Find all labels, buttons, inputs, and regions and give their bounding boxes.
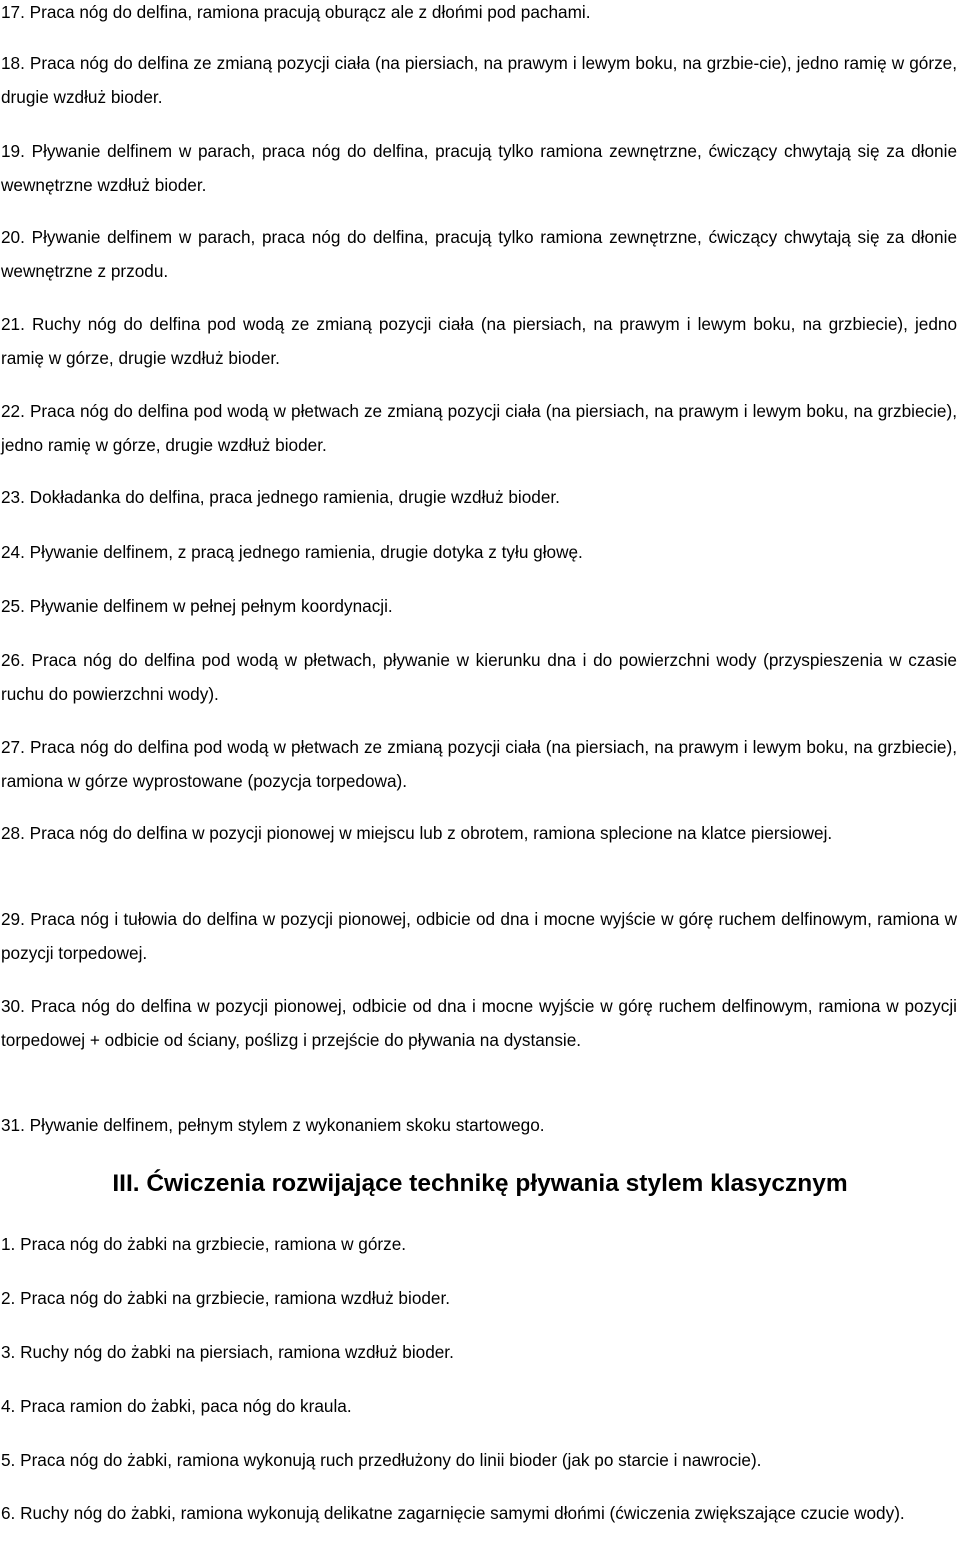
list-item-6: 6. Ruchy nóg do żabki, ramiona wykonują delikatne zagarnięcie samymi dłońmi (ćwiczenia zwiększające czucie wody). — [1, 1503, 905, 1523]
list-item-1: 1. Praca nóg do żabki na grzbiecie, ramiona w górze. — [1, 1234, 407, 1254]
list-item-19: 19. Pływanie delfinem w parach, praca nóg do delfina, pracują tylko ramiona zewnętrzne, ćwiczący chwytają się za dłonie wewnętrzne wzdłuż bioder. — [1, 141, 957, 195]
list-item-23: 23. Dokładanka do delfina, praca jednego ramienia, drugie wzdłuż bioder. — [1, 487, 560, 507]
section-heading: III. Ćwiczenia rozwijające technikę pływania stylem klasycznym — [112, 1170, 848, 1197]
list-item-3: 3. Ruchy nóg do żabki na piersiach, ramiona wzdłuż bioder. — [1, 1342, 454, 1362]
list-item-17: 17. Praca nóg do delfina, ramiona pracują oburącz ale z dłońmi pod pachami. — [1, 2, 591, 22]
list-item-21: 21. Ruchy nóg do delfina pod wodą ze zmianą pozycji ciała (na piersiach, na prawym i lewym boku, na grzbiecie), jedno ramię w górze, drugie wzdłuż bioder. — [1, 314, 957, 368]
list-item-18: 18. Praca nóg do delfina ze zmianą pozycji ciała (na piersiach, na prawym i lewym boku, na grzbie-cie), jedno ramię w górze, drugie wzdłuż bioder. — [1, 53, 957, 107]
list-item-4: 4. Praca ramion do żabki, paca nóg do kraula. — [1, 1396, 352, 1416]
list-item-31: 31. Pływanie delfinem, pełnym stylem z wykonaniem skoku startowego. — [1, 1115, 545, 1135]
list-item-20: 20. Pływanie delfinem w parach, praca nóg do delfina, pracują tylko ramiona zewnętrzne, ćwiczący chwytają się za dłonie wewnętrzne z przodu. — [1, 227, 957, 281]
list-item-2: 2. Praca nóg do żabki na grzbiecie, ramiona wzdłuż bioder. — [1, 1288, 451, 1308]
list-item-29: 29. Praca nóg i tułowia do delfina w pozycji pionowej, odbicie od dna i mocne wyjście w górę ruchem delfinowym, ramiona w pozycji torpedowej. — [1, 909, 957, 963]
list-item-5: 5. Praca nóg do żabki, ramiona wykonują ruch przedłużony do linii bioder (jak po starcie i nawrocie). — [1, 1450, 762, 1470]
list-item-25: 25. Pływanie delfinem w pełnej pełnym koordynacji. — [1, 596, 393, 616]
list-item-24: 24. Pływanie delfinem, z pracą jednego ramienia, drugie dotyka z tyłu głowę. — [1, 542, 583, 562]
list-item-27: 27. Praca nóg do delfina pod wodą w płetwach ze zmianą pozycji ciała (na piersiach, na prawym i lewym boku, na grzbiecie), ramiona w górze wyprostowane (pozycja torpedowa). — [1, 737, 957, 791]
list-item-26: 26. Praca nóg do delfina pod wodą w płetwach, pływanie w kierunku dna i do powierzchni wody (przyspieszenia w czasie ruchu do powierzchni wody). — [1, 650, 957, 704]
list-item-28: 28. Praca nóg do delfina w pozycji pionowej w miejscu lub z obrotem, ramiona splecione na klatce piersiowej. — [1, 823, 833, 843]
list-item-22: 22. Praca nóg do delfina pod wodą w płetwach ze zmianą pozycji ciała (na piersiach, na prawym i lewym boku, na grzbiecie), jedno ramię w górze, drugie wzdłuż bioder. — [1, 401, 957, 455]
list-item-30: 30. Praca nóg do delfina w pozycji pionowej, odbicie od dna i mocne wyjście w górę ruchem delfinowym, ramiona w pozycji torpedowej + odbicie od ściany, poślizg i przejście do pływania na dystansie. — [1, 996, 957, 1050]
